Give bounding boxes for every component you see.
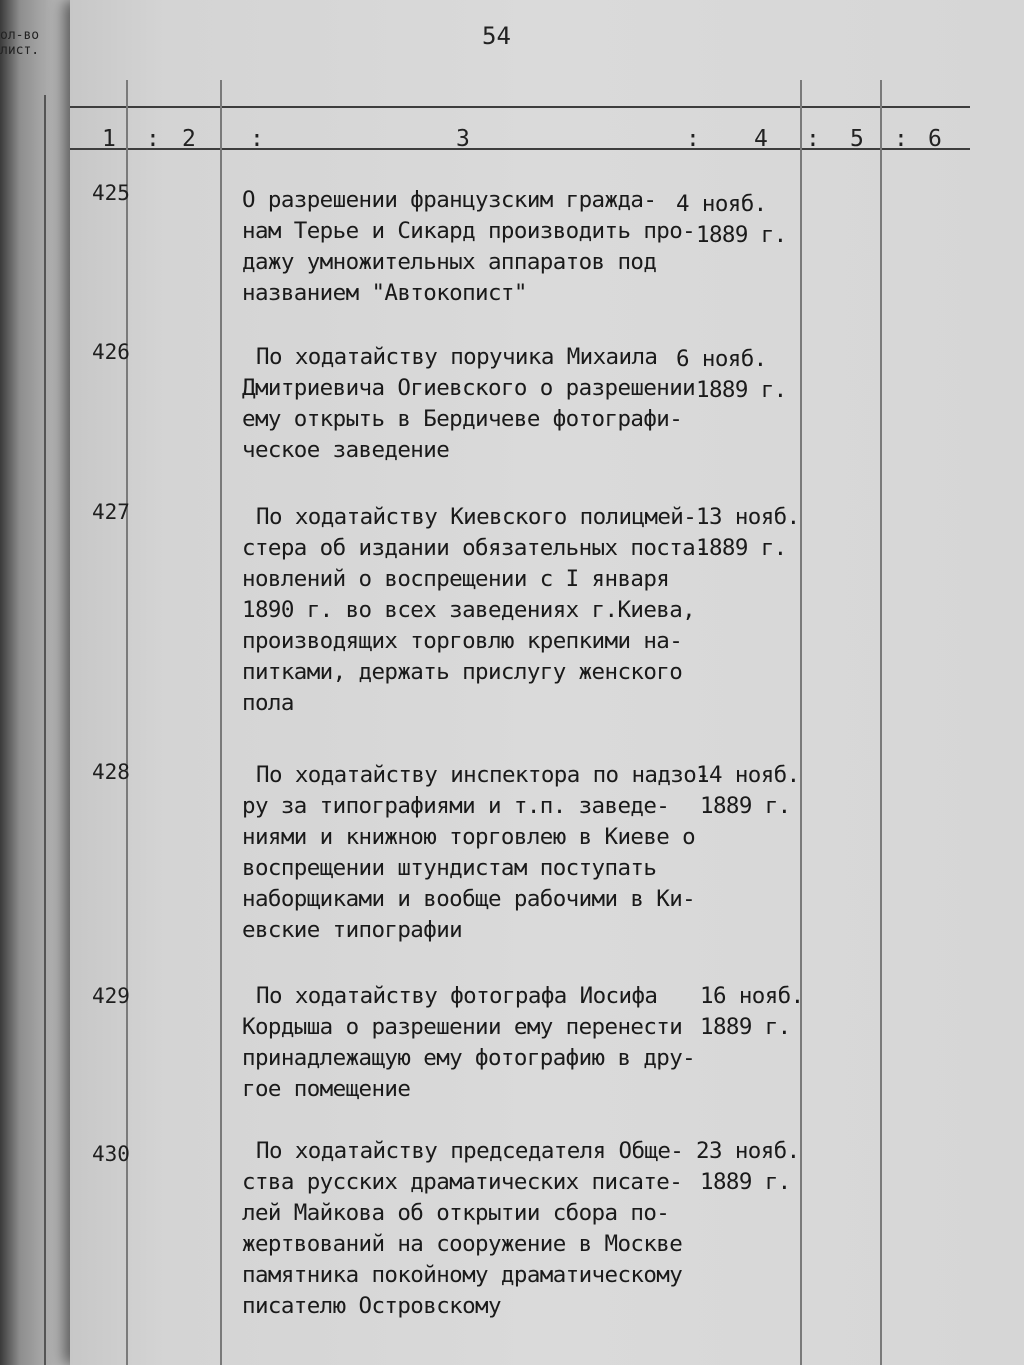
entry-number: 427 [92,500,130,524]
entry-date-year: 1889 г. [700,793,791,819]
previous-page-header-line: ол-во [0,28,40,43]
entry-date-year: 1889 г. [700,1014,791,1040]
entry-date-day: 13 нояб. [696,504,800,530]
column-divider [800,80,802,1365]
entry-text-line: принадлежащую ему фотографию в дру- [242,1045,696,1071]
entry-text-line: О разрешении французским гражда- [242,187,657,213]
entry-date-day: 16 нояб. [700,983,804,1009]
entry-text-line: пола [242,690,294,716]
entry-text-line: евские типографии [242,917,463,943]
entry-text-line: жертвований на сооружение в Москве [242,1231,683,1257]
entry-text-line: Кордыша о разрешении ему перенести [242,1014,683,1040]
column-number: 2 [182,126,196,152]
entry-number: 429 [92,984,130,1008]
entry-text-line: ства русских драматических писате- [242,1169,683,1195]
entry-text-line: ему открыть в Бердичеве фотографи- [242,406,683,432]
column-divider [220,80,222,1365]
entry-text-line: новлений о воспрещении с I января [242,566,670,592]
column-number: 4 [754,126,768,152]
entry-text-line: ческое заведение [242,437,450,463]
entry-text-line: По ходатайству фотографа Иосифа [256,983,658,1009]
column-separator: : [686,126,700,152]
entry-text-line: писателю Островскому [242,1293,501,1319]
column-number: 1 [102,126,116,152]
entry-text-line: 1890 г. во всех заведениях г.Киева, [242,597,696,623]
entry-text-line: ру за типографиями и т.п. заведе- [242,793,670,819]
entry-text-line: По ходатайству председателя Обще- [256,1138,684,1164]
entry-text-line: гое помещение [242,1076,411,1102]
entry-date-year: 1889 г. [700,1169,791,1195]
column-number: 5 [850,126,864,152]
entry-number: 428 [92,760,130,784]
header-bottom-rule [70,148,970,150]
previous-page-column-header [0,28,39,58]
entry-number: 425 [92,181,130,205]
entry-date-day: 23 нояб. [696,1138,800,1164]
column-divider [880,80,882,1365]
entry-text-line: стера об издании обязательных поста- [242,535,709,561]
entry-text-line: ниями и книжною торговлею в Киеве о [242,824,696,850]
document-page [70,0,1024,1365]
column-separator: : [894,126,908,152]
entry-date-day: 4 нояб. [676,191,767,217]
entry-text-line: По ходатайству Киевского полицмей- [256,504,697,530]
entry-text-line: По ходатайству инспектора по надзо- [256,762,710,788]
previous-page-ruled-line [44,95,46,1365]
entry-text-line: производящих торговлю крепкими на- [242,628,683,654]
entry-text-line: Дмитриевича Огиевского о разрешении [242,375,696,401]
previous-page-edge [0,0,80,1365]
entry-number: 430 [92,1142,130,1166]
entry-text-line: памятника покойному драматическому [242,1262,683,1288]
entry-text-line: воспрещении штундистам поступать [242,855,657,881]
entry-date-year: 1889 г. [696,535,787,561]
entry-text-line: лей Майкова об открытии сбора по- [242,1200,670,1226]
entry-number: 426 [92,340,130,364]
page-number: 54 [482,22,511,50]
previous-page-header-line: лист. [0,43,40,58]
entry-text-line: наборщиками и вообще рабочими в Ки- [242,886,696,912]
header-top-rule [70,106,970,108]
column-separator: : [250,126,264,152]
column-separator: : [806,126,820,152]
entry-text-line: дажу умножительных аппаратов под [242,249,657,275]
column-divider [126,80,128,1365]
entry-text-line: По ходатайству поручика Михаила [256,344,658,370]
entry-date-year: 1889 г. [696,222,787,248]
column-number: 3 [456,126,470,152]
entry-text-line: питками, держать прислугу женского [242,659,683,685]
column-number: 6 [928,126,942,152]
entry-date-day: 6 нояб. [676,346,767,372]
column-separator: : [146,126,160,152]
entry-text-line: нам Терье и Сикард производить про- [242,218,696,244]
entry-date-day: 14 нояб. [696,762,800,788]
entry-text-line: названием "Автокопист" [242,280,527,306]
entry-date-year: 1889 г. [696,377,787,403]
